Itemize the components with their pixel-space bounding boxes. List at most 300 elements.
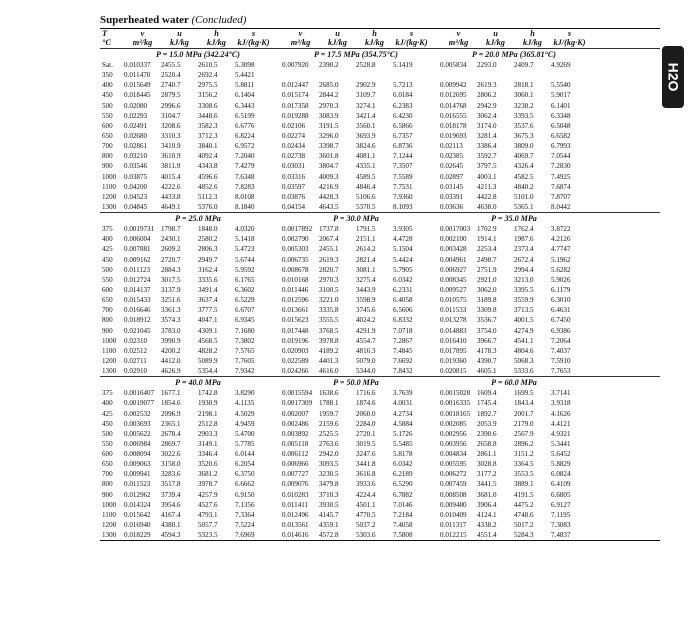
table-cell: 0.002956 xyxy=(440,429,467,438)
table-cell: 0.011446 xyxy=(282,285,309,294)
table-row xyxy=(100,409,660,419)
group-gap xyxy=(430,234,440,244)
table-cell: 7.8432 xyxy=(393,367,413,376)
header-col-symbol: u xyxy=(335,29,340,38)
table-cell: 6.3348 xyxy=(551,111,571,120)
table-cell: 0.0017309 xyxy=(282,399,313,408)
table-cell: 0.0017003 xyxy=(440,225,471,234)
table-cell: 7.1680 xyxy=(235,326,255,335)
table-cell: 6.1404 xyxy=(235,91,255,100)
table-cell: 3797.5 xyxy=(477,162,497,171)
table-cell: 4582.5 xyxy=(514,172,534,181)
table-cell: 0.016410 xyxy=(440,336,467,345)
header-col-symbol: s xyxy=(409,29,414,38)
group-gap xyxy=(430,131,440,141)
table-cell: 5.4421 xyxy=(235,71,255,80)
table-cell: 0.002100 xyxy=(440,235,467,244)
table-cell: 6.1179 xyxy=(551,285,571,294)
table-cell: 7.4837 xyxy=(551,531,571,540)
table-cell: 0.03875 xyxy=(124,172,148,181)
row-temperature: 700 xyxy=(102,306,113,315)
row-temperature: 900 xyxy=(102,326,113,335)
table-cell: 3441.5 xyxy=(477,480,497,489)
group-gap xyxy=(272,449,282,459)
table-cell: 0.006272 xyxy=(440,470,467,479)
table-cell: 7.8283 xyxy=(235,182,255,191)
table-row xyxy=(100,70,660,80)
table-cell: 6.5229 xyxy=(235,296,255,305)
row-temperature: 500 xyxy=(102,265,113,274)
table-cell: 3592.7 xyxy=(477,152,497,161)
group-gap xyxy=(430,285,440,295)
table-cell: 0.0018165 xyxy=(440,409,471,418)
table-cell: 6.9386 xyxy=(551,326,571,335)
table-cell: 3739.4 xyxy=(161,490,181,499)
table-cell: 2528.8 xyxy=(356,61,376,69)
row-temperature: 800 xyxy=(102,316,113,325)
table-cell: 3137.9 xyxy=(161,285,181,294)
table-cell: 7.0718 xyxy=(393,326,413,335)
table-cell: 3081.1 xyxy=(356,265,376,274)
table-cell: 3230.5 xyxy=(319,470,339,479)
table-cell: 5323.5 xyxy=(198,531,218,540)
table-cell: 0.011317 xyxy=(440,521,467,530)
table-cell: 2902.9 xyxy=(356,81,376,90)
table-body xyxy=(100,48,660,540)
table-row xyxy=(100,172,660,182)
table-cell: 1702.9 xyxy=(477,225,497,234)
table-cell: 5376.0 xyxy=(198,202,218,211)
table-cell: 3017.5 xyxy=(161,275,181,284)
table-row xyxy=(100,305,660,315)
table-cell: 5.1418 xyxy=(235,235,255,244)
group-gap xyxy=(430,244,440,254)
table-cell: 0.02310 xyxy=(124,336,148,345)
table-cell: 0.007459 xyxy=(440,480,467,489)
table-cell: 3712.3 xyxy=(198,131,218,140)
table-cell: 7.0544 xyxy=(551,152,571,161)
table-cell: 0.03636 xyxy=(440,202,464,211)
table-cell: 5284.3 xyxy=(514,531,534,540)
group-gap xyxy=(272,388,282,398)
table-cell: 4589.5 xyxy=(356,172,376,181)
table-cell: 1742.8 xyxy=(198,389,218,398)
table-cell: 0.0016335 xyxy=(440,399,471,408)
table-cell: 2678.4 xyxy=(161,429,181,438)
table-cell: 1848.0 xyxy=(198,225,218,234)
table-cell: 0.021045 xyxy=(124,326,151,335)
table-title-paren: (Concluded) xyxy=(191,14,247,26)
table-cell: 2179.0 xyxy=(514,419,534,428)
table-cell: 5.1419 xyxy=(393,61,413,69)
table-cell: 5037.2 xyxy=(356,521,376,530)
group-gap xyxy=(430,161,440,171)
table-cell: 4.1626 xyxy=(551,409,571,418)
table-cell: 5.3441 xyxy=(551,439,571,448)
table-cell: 0.014768 xyxy=(440,101,467,110)
table-cell: 1892.7 xyxy=(477,409,497,418)
table-cell: 0.002007 xyxy=(282,409,309,418)
table-cell: 4638.0 xyxy=(477,202,497,211)
table-cell: 6.3750 xyxy=(235,470,255,479)
header-col xyxy=(514,29,551,48)
row-temperature: 550 xyxy=(102,111,113,120)
table-cell: 0.003693 xyxy=(124,419,151,428)
table-cell: 2763.6 xyxy=(319,439,339,448)
group-gap xyxy=(430,490,440,500)
table-cell: 4.1135 xyxy=(235,399,255,408)
table-cell: 0.0016407 xyxy=(124,389,155,398)
table-cell: 4257.9 xyxy=(198,490,218,499)
table-cell: 0.009480 xyxy=(440,500,467,509)
table-cell: 4.4121 xyxy=(551,419,571,428)
table-cell: 5.7785 xyxy=(235,439,255,448)
table-cell: 3395.5 xyxy=(514,285,534,294)
header-col-symbol: h xyxy=(214,29,219,38)
table-cell: 3083.9 xyxy=(319,111,339,120)
table-cell: 3610.9 xyxy=(161,152,181,161)
table-cell: 2884.3 xyxy=(161,265,181,274)
table-cell: 8.0108 xyxy=(235,192,255,201)
table-cell: 3281.4 xyxy=(477,131,497,140)
table-cell: 1843.4 xyxy=(514,399,534,408)
table-cell: 4401.3 xyxy=(319,356,339,365)
table-cell: 3398.7 xyxy=(319,142,339,151)
table-cell: 2672.4 xyxy=(514,255,534,264)
table-cell: 0.011470 xyxy=(124,71,151,80)
row-temperature: 1300 xyxy=(102,367,117,376)
table-cell: 4.9269 xyxy=(551,61,571,69)
group-gap xyxy=(430,172,440,182)
row-temperature: 400 xyxy=(102,235,113,244)
group-gap xyxy=(272,224,282,234)
group-gap xyxy=(272,275,282,285)
table-cell: 0.02512 xyxy=(124,346,148,355)
row-temperature: 375 xyxy=(102,225,113,234)
table-cell: 4.0031 xyxy=(393,399,413,408)
table-cell: 6.5199 xyxy=(235,111,255,120)
table-cell xyxy=(440,70,477,80)
table-cell: 3221.0 xyxy=(319,296,339,305)
table-cell: 0.02711 xyxy=(124,356,147,365)
header-col-unit: m³/kg xyxy=(448,38,469,47)
table-cell: 7.8707 xyxy=(551,192,571,201)
table-cell: 3601.8 xyxy=(319,152,339,161)
table-cell: 4145.7 xyxy=(319,510,339,519)
table-cell: 3681.0 xyxy=(477,490,497,499)
row-temperature: 1300 xyxy=(102,531,117,540)
row-temperature: 550 xyxy=(102,439,113,448)
table-cell: 6.4058 xyxy=(393,296,413,305)
table-cell: 3310.3 xyxy=(161,131,181,140)
group-gap xyxy=(430,336,440,346)
table-cell: 4178.3 xyxy=(477,346,497,355)
table-cell: 0.007727 xyxy=(282,470,309,479)
table-cell: 0.008508 xyxy=(440,490,467,499)
table-cell: 3364.5 xyxy=(514,460,534,469)
table-cell: 5089.9 xyxy=(198,356,218,365)
table-cell: 0.014616 xyxy=(282,531,309,540)
table-cell: 3954.6 xyxy=(161,500,181,509)
header-temperature xyxy=(100,29,124,48)
table-cell: 0.006927 xyxy=(440,265,467,274)
table-title-main: Superheated water xyxy=(100,14,189,26)
table-cell: 2067.4 xyxy=(319,235,339,244)
table-cell: 6.3010 xyxy=(551,296,571,305)
table-cell: 3555.5 xyxy=(319,316,339,325)
table-cell: 5333.6 xyxy=(514,367,534,376)
group-gap xyxy=(272,90,282,100)
table-cell: 5.5485 xyxy=(393,439,413,448)
table-cell: 3978.7 xyxy=(198,480,218,489)
table-cell: 5112.3 xyxy=(198,192,218,201)
table-cell: 0.018912 xyxy=(124,316,151,325)
table-row xyxy=(100,90,660,100)
table-cell: 4.9459 xyxy=(235,419,255,428)
group-gap xyxy=(272,141,282,151)
table-cell: 0.012695 xyxy=(440,91,467,100)
table-cell: 3191.5 xyxy=(319,121,339,130)
table-cell: 4009.3 xyxy=(319,172,339,181)
table-cell: 2820.7 xyxy=(319,265,339,274)
table-cell: 4081.1 xyxy=(356,152,376,161)
table-cell: 0.016646 xyxy=(124,306,151,315)
table-cell: 5057.7 xyxy=(198,521,218,530)
table-cell: 5.9017 xyxy=(551,91,571,100)
table-cell: 2198.1 xyxy=(198,409,218,418)
table-cell: 3208.6 xyxy=(161,121,181,130)
table-cell: 4222.6 xyxy=(161,182,181,191)
table-cell: 2614.2 xyxy=(356,245,376,254)
table-cell: 0.020815 xyxy=(440,367,467,376)
table-cell: 1699.5 xyxy=(514,389,534,398)
table-cell: 3109.7 xyxy=(356,91,376,100)
table-cell: 6.8224 xyxy=(235,131,255,140)
table-cell: 0.03876 xyxy=(282,192,306,201)
row-temperature: 900 xyxy=(102,162,113,171)
row-temperature: 500 xyxy=(102,429,113,438)
table-cell: 0.0015028 xyxy=(440,389,471,398)
table-cell: 4092.4 xyxy=(198,152,218,161)
table-cell: 3062.4 xyxy=(477,111,497,120)
table-cell: 7.6969 xyxy=(235,531,255,540)
group-gap xyxy=(430,377,440,388)
table-cell: 6.9572 xyxy=(235,142,255,151)
table-cell: 3019.5 xyxy=(356,439,376,448)
table-cell: 6.8332 xyxy=(393,316,413,325)
table-cell: 1609.4 xyxy=(477,389,497,398)
table-cell: 4.2126 xyxy=(551,235,571,244)
table-cell: 3093.5 xyxy=(319,460,339,469)
table-cell: 0.015649 xyxy=(124,81,151,90)
table-cell: 6.9127 xyxy=(551,500,571,509)
group-gap xyxy=(272,377,282,388)
table-cell: 1854.6 xyxy=(161,399,181,408)
table-cell: 7.2040 xyxy=(235,152,255,161)
table-cell: 6.0824 xyxy=(551,470,571,479)
table-cell: 3616.8 xyxy=(356,470,376,479)
table-cell: 2879.5 xyxy=(161,91,181,100)
row-temperature: 1200 xyxy=(102,521,117,530)
group-gap xyxy=(430,192,440,202)
table-cell: 3933.6 xyxy=(356,480,376,489)
table-cell: 3100.5 xyxy=(319,285,339,294)
table-cell: 3274.1 xyxy=(356,101,376,110)
group-gap xyxy=(430,326,440,336)
table-cell: 2994.4 xyxy=(514,265,534,274)
header-t-symbol: T xyxy=(102,29,108,38)
pressure-label: P = 40.0 MPa xyxy=(175,378,221,388)
header-col-symbol: u xyxy=(493,29,498,38)
table-row xyxy=(100,500,660,510)
table-cell: 8.1840 xyxy=(235,202,255,211)
table-cell: 1874.6 xyxy=(356,399,376,408)
table-cell: 3361.3 xyxy=(161,306,181,315)
group-gap xyxy=(430,202,440,212)
table-cell: 4828.2 xyxy=(198,346,218,355)
table-cell: 4124.1 xyxy=(477,510,497,519)
group-gap xyxy=(272,419,282,429)
group-gap xyxy=(272,285,282,295)
table-cell: 0.009162 xyxy=(124,255,151,264)
table-cell: 6.4230 xyxy=(393,111,413,120)
row-temperature: 800 xyxy=(102,152,113,161)
group-gap xyxy=(272,213,282,224)
header-col-unit: kJ/kg xyxy=(328,38,347,47)
table-cell: 1987.6 xyxy=(514,235,534,244)
table-cell: 4224.4 xyxy=(356,490,376,499)
table-cell: 7.7653 xyxy=(551,367,571,376)
table-cell: 4380.1 xyxy=(161,521,181,530)
header-col-unit: kJ/kg xyxy=(523,38,542,47)
header-group xyxy=(440,29,588,48)
row-temperature: Sat. xyxy=(102,61,113,69)
table-cell: 3335.6 xyxy=(198,275,218,284)
table-cell: 2996.6 xyxy=(161,101,181,110)
table-row xyxy=(100,366,660,376)
pressure-label: P = 30.0 MPa xyxy=(333,214,379,224)
table-cell: 7.3802 xyxy=(235,336,255,345)
table-cell: 3448.6 xyxy=(198,111,218,120)
table-cell: 5.3098 xyxy=(235,61,255,69)
table-cell: 4804.6 xyxy=(514,346,534,355)
table-cell: 0.02274 xyxy=(282,131,306,140)
group-gap xyxy=(430,469,440,479)
table-cell: 5370.5 xyxy=(356,202,376,211)
table-cell: 0.002486 xyxy=(282,419,309,428)
table-cell: 3028.8 xyxy=(477,460,497,469)
table-cell: 2692.4 xyxy=(198,71,218,80)
table-cell: 2658.8 xyxy=(477,439,497,448)
table-row xyxy=(100,234,660,244)
table-cell: 2942.0 xyxy=(319,450,339,459)
table-cell: 2619.3 xyxy=(319,255,339,264)
header-t-unit: °C xyxy=(102,38,111,47)
group-gap xyxy=(430,530,440,540)
table-cell: 3517.8 xyxy=(161,480,181,489)
table-cell: 0.005595 xyxy=(440,460,467,469)
group-gap xyxy=(430,70,440,80)
table-cell: 4390.7 xyxy=(477,356,497,365)
header-col xyxy=(477,29,514,48)
table-cell: 0.013278 xyxy=(440,316,467,325)
table-cell: 0.006735 xyxy=(282,255,309,264)
table-cell: 6.3443 xyxy=(235,101,255,110)
table-cell: 0.015174 xyxy=(282,91,309,100)
table-cell: 4338.2 xyxy=(477,521,497,530)
group-gap xyxy=(272,479,282,489)
table-cell: 6.4631 xyxy=(551,306,571,315)
table-cell: 3693.9 xyxy=(356,131,376,140)
table-cell: 3335.8 xyxy=(319,306,339,315)
header-col xyxy=(440,29,477,48)
table-row xyxy=(100,439,660,449)
table-cell: 4527.6 xyxy=(198,500,218,509)
header-col-unit: kJ/kg xyxy=(365,38,384,47)
table-row xyxy=(100,224,660,234)
group-gap xyxy=(272,366,282,376)
table-cell: 4309.1 xyxy=(198,326,218,335)
table-cell: 4605.1 xyxy=(477,367,497,376)
steam-table-page xyxy=(100,14,660,541)
table-cell: 3.8722 xyxy=(551,225,571,234)
table-cell: 0.009941 xyxy=(124,470,151,479)
table-cell: 4.5884 xyxy=(393,419,413,428)
table-cell: 4216.9 xyxy=(319,182,339,191)
group-gap xyxy=(430,121,440,131)
table-cell: 3346.4 xyxy=(198,450,218,459)
table-cell: 4211.3 xyxy=(477,182,497,191)
table-row xyxy=(100,255,660,265)
table-cell: 6.5866 xyxy=(393,121,413,130)
table-cell: 4.2734 xyxy=(393,409,413,418)
table-cell: 0.012447 xyxy=(282,81,309,90)
table-cell: 0.003892 xyxy=(282,429,309,438)
group-gap xyxy=(272,429,282,439)
table-cell: 0.003428 xyxy=(440,245,467,254)
table-row xyxy=(100,315,660,325)
table-row xyxy=(100,490,660,500)
table-cell: 4412.0 xyxy=(161,356,181,365)
table-cell: 7.1356 xyxy=(235,500,255,509)
table-cell: 0.006984 xyxy=(124,439,151,448)
pressure-header-spacer xyxy=(100,213,124,224)
table-cell: 4816.3 xyxy=(356,346,376,355)
header-col-unit: kJ/(kg·K) xyxy=(395,38,428,47)
table-cell: 6.2054 xyxy=(235,460,255,469)
table-cell: 6.0342 xyxy=(393,460,413,469)
table-cell: 6.6582 xyxy=(551,131,571,140)
table-cell: 4840.2 xyxy=(514,182,534,191)
table-cell: 2942.9 xyxy=(477,101,497,110)
table-cell: 3582.3 xyxy=(198,121,218,130)
table-cell: 3275.4 xyxy=(356,275,376,284)
row-temperature: 350 xyxy=(102,71,113,80)
table-cell: 0.005303 xyxy=(282,245,309,254)
table-cell: 3491.4 xyxy=(198,285,218,294)
table-cell: 0.007920 xyxy=(282,61,309,69)
table-cell: 0.004961 xyxy=(440,255,467,264)
table-cell: 0.010575 xyxy=(440,296,467,305)
pressure-label: P = 25.0 MPa xyxy=(175,214,221,224)
table-row xyxy=(100,141,660,151)
header-col-unit: m³/kg xyxy=(290,38,311,47)
table-cell: 2151.1 xyxy=(356,235,376,244)
table-cell: 6.1765 xyxy=(235,275,255,284)
table-cell: 0.017448 xyxy=(282,326,309,335)
table-cell: 5.6282 xyxy=(551,265,571,274)
table-cell: 4596.6 xyxy=(198,172,218,181)
